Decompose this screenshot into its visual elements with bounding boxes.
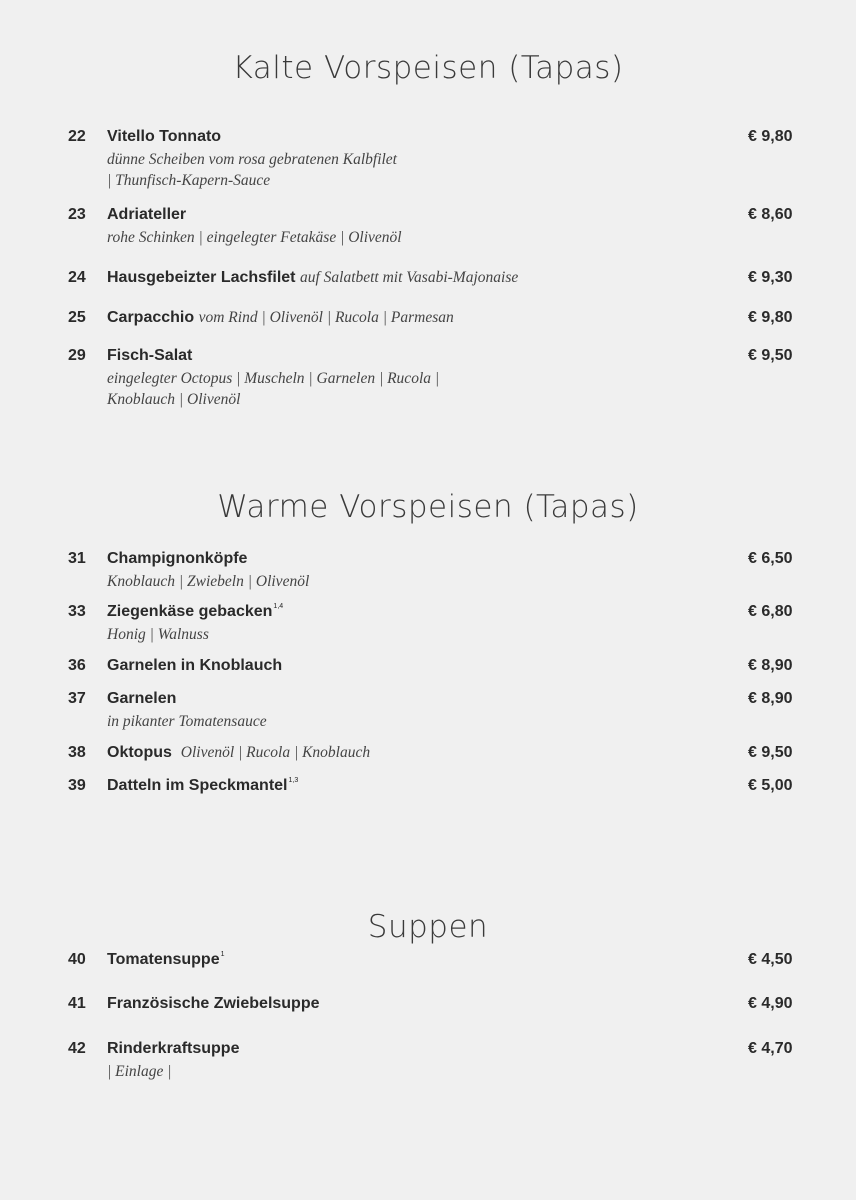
item-price: € 4,50 <box>748 951 793 968</box>
item-description-line: | Einlage | <box>107 1063 172 1080</box>
item-price: € 9,50 <box>748 744 793 761</box>
item-name: Rinderkraftsuppe <box>107 1040 240 1057</box>
item-name: Französische Zwiebelsuppe <box>107 995 320 1012</box>
item-name-line <box>107 1040 239 1058</box>
item-name: Garnelen in Knoblauch <box>107 657 283 674</box>
item-number: 33 <box>68 603 86 620</box>
item-price: € 6,80 <box>748 603 793 620</box>
item-number: 40 <box>68 951 86 968</box>
item-number: 23 <box>68 206 86 223</box>
allergen-note: 1 <box>220 951 225 958</box>
allergen-note: 1,4 <box>273 603 284 610</box>
allergen-note: 1,3 <box>288 777 299 784</box>
item-inline-description: auf Salatbett mit Vasabi-Majonaise <box>299 269 519 286</box>
item-number: 29 <box>68 347 86 364</box>
item-name-line <box>107 951 225 969</box>
item-name-line <box>107 777 298 795</box>
section-title: Suppen <box>367 909 489 945</box>
item-name: Adriateller <box>107 206 187 223</box>
item-name: Tomatensuppe <box>107 951 220 968</box>
item-name-line <box>107 995 320 1013</box>
item-description <box>107 227 402 248</box>
item-name-line <box>107 690 176 708</box>
item-name-line <box>107 269 518 287</box>
item-name: Champignonköpfe <box>107 550 248 567</box>
item-number: 31 <box>68 550 86 567</box>
item-number: 42 <box>68 1040 86 1057</box>
item-name: Ziegenkäse gebacken <box>107 603 273 620</box>
item-description <box>107 711 267 732</box>
item-description-line: | Thunfisch-Kapern-Sauce <box>107 172 271 189</box>
item-price: € 9,50 <box>748 347 793 364</box>
item-number: 22 <box>68 128 86 145</box>
item-number: 24 <box>68 269 86 286</box>
item-number: 25 <box>68 309 86 326</box>
item-price: € 4,90 <box>748 995 793 1012</box>
item-number: 37 <box>68 690 86 707</box>
item-price: € 9,80 <box>748 128 793 145</box>
item-description-line: eingelegter Octopus | Muscheln | Garnelen | Rucola | <box>107 370 440 387</box>
item-name-line <box>107 657 282 675</box>
item-price: € 8,90 <box>748 657 793 674</box>
item-name-line <box>107 128 221 146</box>
item-price: € 8,90 <box>748 690 793 707</box>
item-number: 36 <box>68 657 86 674</box>
item-description-line: Honig | Walnuss <box>107 626 209 643</box>
section-title: Warme Vorspeisen (Tapas) <box>217 489 639 525</box>
item-name-line <box>107 603 283 621</box>
item-name-line <box>107 744 370 762</box>
item-description <box>107 368 439 410</box>
item-price: € 4,70 <box>748 1040 793 1057</box>
item-name: Datteln im Speckmantel <box>107 777 288 794</box>
item-description-line: in pikanter Tomatensauce <box>107 713 267 730</box>
item-name: Garnelen <box>107 690 177 707</box>
item-description <box>107 571 309 592</box>
item-description-line: rohe Schinken | eingelegter Fetakäse | Olivenöl <box>107 229 402 246</box>
item-description <box>107 1061 171 1082</box>
item-inline-description: vom Rind | Olivenöl | Rucola | Parmesan <box>198 309 454 326</box>
item-price: € 6,50 <box>748 550 793 567</box>
item-description-line: Knoblauch | Zwiebeln | Olivenöl <box>107 573 310 590</box>
item-name-line <box>107 309 454 327</box>
item-description-line: Knoblauch | Olivenöl <box>107 391 241 408</box>
item-price: € 9,30 <box>748 269 793 286</box>
item-name: Vitello Tonnato <box>107 128 222 145</box>
item-number: 41 <box>68 995 86 1012</box>
item-name-line <box>107 347 192 365</box>
item-name: Oktopus <box>107 744 172 761</box>
item-price: € 8,60 <box>748 206 793 223</box>
section-title: Kalte Vorspeisen (Tapas) <box>232 50 624 86</box>
item-description <box>107 624 209 645</box>
item-name: Fisch-Salat <box>107 347 193 364</box>
item-description <box>107 149 397 191</box>
item-inline-description: Olivenöl | Rucola | Knoblauch <box>180 744 371 761</box>
item-name-line <box>107 550 247 568</box>
item-name: Carpacchio <box>107 309 195 326</box>
item-name: Hausgebeizter Lachsfilet <box>107 269 296 286</box>
item-price: € 5,00 <box>748 777 793 794</box>
item-name-line <box>107 206 186 224</box>
item-price: € 9,80 <box>748 309 793 326</box>
item-description-line: dünne Scheiben vom rosa gebratenen Kalbfilet <box>107 151 397 168</box>
item-number: 38 <box>68 744 86 761</box>
item-number: 39 <box>68 777 86 794</box>
